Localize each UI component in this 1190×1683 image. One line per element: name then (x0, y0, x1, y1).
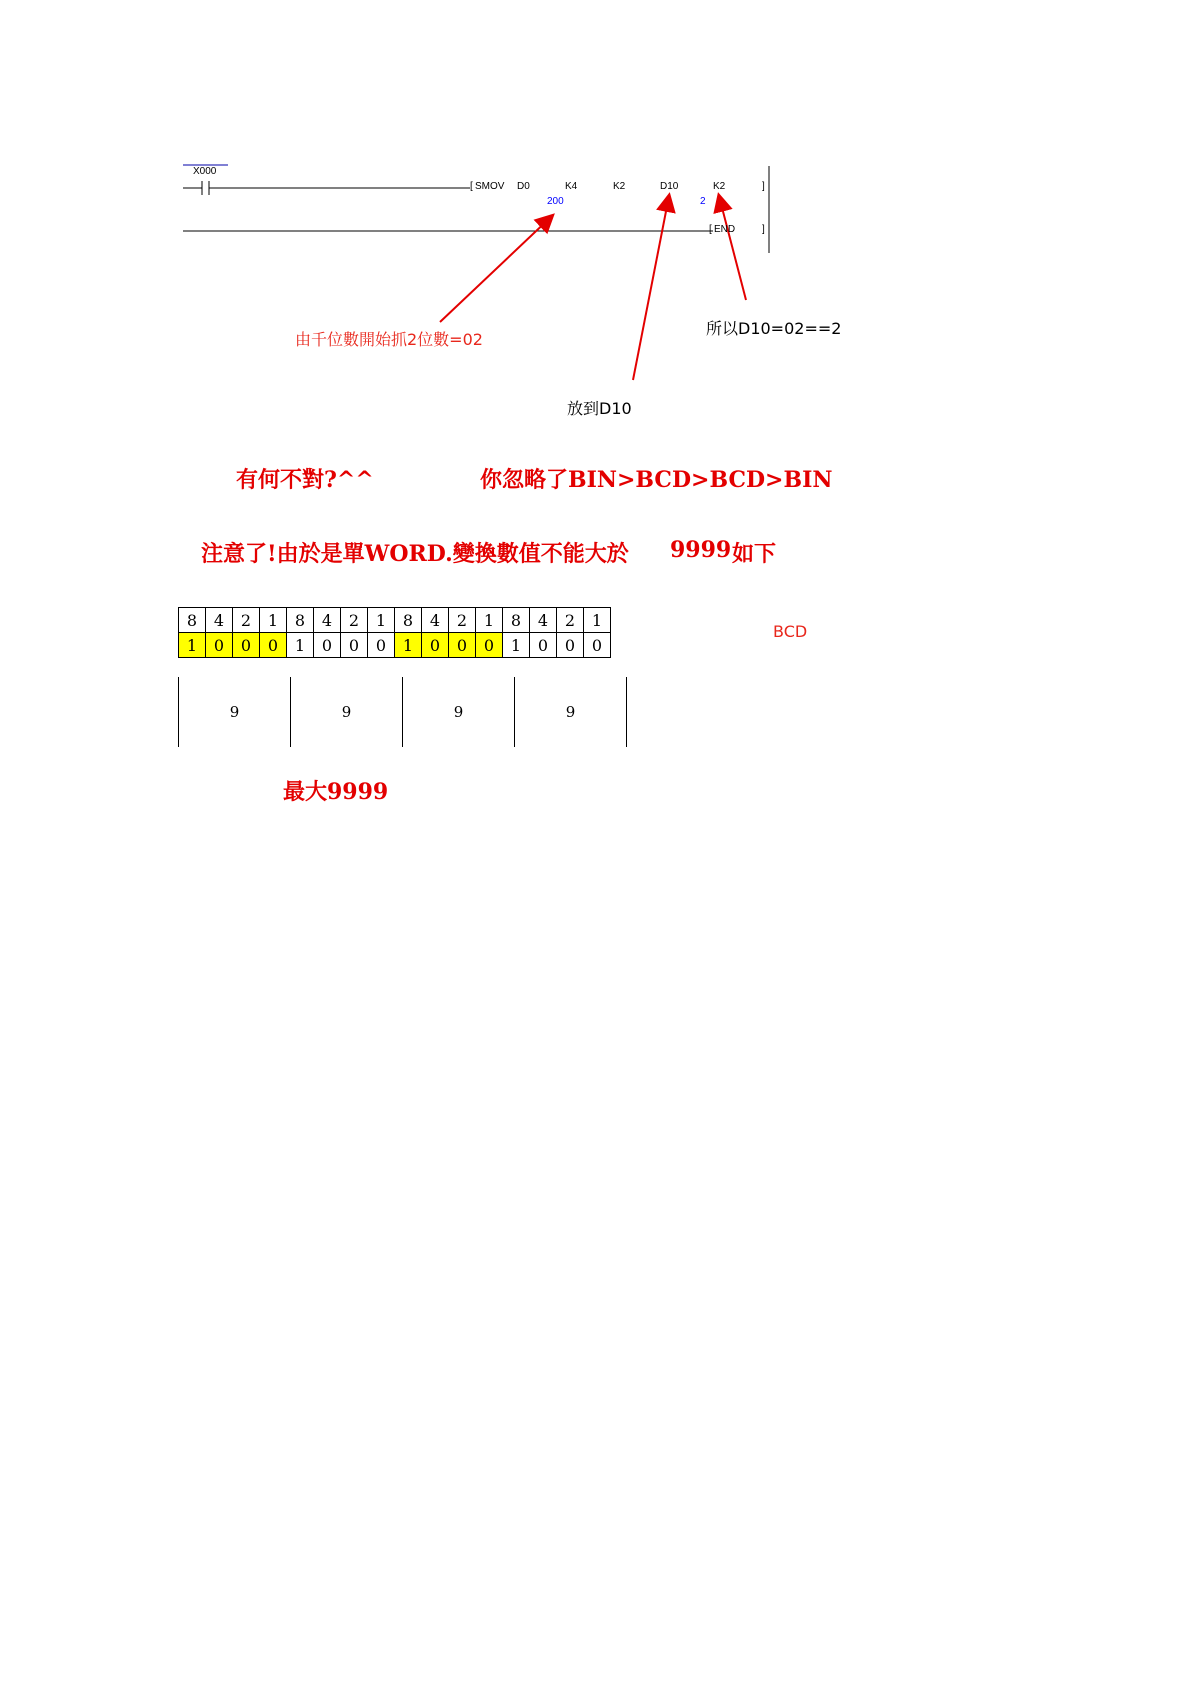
operand-k4: K4 (565, 181, 578, 192)
bcd-label: BCD (773, 622, 808, 641)
operand-d0: D0 (517, 181, 530, 192)
weight-cell: 1 (260, 608, 287, 633)
note-so-d10: 所以D10=02==2 (706, 319, 842, 338)
bit-cell: 0 (341, 633, 368, 658)
bit-cell: 0 (233, 633, 260, 658)
monitor-value-d0: 200 (547, 196, 564, 207)
weight-cell: 2 (341, 608, 368, 633)
weights-row (179, 608, 611, 633)
operand-k2-count: K2 (713, 181, 726, 192)
bit-cell: 0 (368, 633, 395, 658)
weight-cell: 4 (530, 608, 557, 633)
headline-as-follows: 如下 (732, 541, 777, 567)
weight-cell: 4 (206, 608, 233, 633)
digit-cell: 9 (402, 677, 514, 747)
bit-cell: 1 (179, 633, 206, 658)
bit-cell: 1 (503, 633, 530, 658)
footer-max-label: 最大9999 (283, 779, 389, 805)
headline-you-ignored: 你忽略了BIN>BCD>BCD>BIN (480, 467, 833, 493)
bit-cell: 0 (449, 633, 476, 658)
digit-cell: 9 (178, 677, 290, 747)
weight-cell: 1 (476, 608, 503, 633)
note-put-to-d10: 放到D10 (567, 399, 632, 418)
instruction-open-bracket: [ (470, 181, 473, 192)
operand-k2: K2 (613, 181, 626, 192)
weight-cell: 2 (449, 608, 476, 633)
bit-cell: 0 (584, 633, 611, 658)
bcd-table (178, 607, 611, 658)
weight-cell: 8 (503, 608, 530, 633)
weight-cell: 4 (314, 608, 341, 633)
digit-cell: 9 (290, 677, 402, 747)
weight-cell: 8 (395, 608, 422, 633)
bit-cell: 0 (206, 633, 233, 658)
bit-cell: 0 (422, 633, 449, 658)
weight-cell: 4 (422, 608, 449, 633)
digit-cell: 9 (514, 677, 627, 747)
bit-cell: 0 (530, 633, 557, 658)
end-open-bracket: [ (709, 224, 712, 235)
bit-cell: 0 (476, 633, 503, 658)
arrow-to-d10 (633, 196, 669, 380)
bit-cell: 1 (395, 633, 422, 658)
note-start-thousands: 由千位數開始抓2位數=02 (295, 330, 483, 349)
arrow-to-200 (440, 216, 552, 322)
weight-cell: 2 (557, 608, 584, 633)
contact-label: X000 (193, 166, 217, 177)
instruction-smov: SMOV (475, 181, 505, 192)
weight-cell: 8 (287, 608, 314, 633)
bit-cell: 0 (314, 633, 341, 658)
digits-row (178, 677, 627, 747)
instruction-end: END (714, 224, 736, 235)
instruction-close-bracket: ] (762, 181, 765, 192)
headline-whats-wrong: 有何不對?^^ (236, 467, 374, 493)
ladder-lines (0, 0, 1190, 420)
weight-cell: 1 (584, 608, 611, 633)
operand-d10: D10 (660, 181, 679, 192)
bit-cell: 0 (260, 633, 287, 658)
bit-cell: 0 (557, 633, 584, 658)
headline-attention: 注意了!由於是單WORD.變換數值不能大於 (201, 541, 629, 567)
monitor-value-d10: 2 (700, 196, 706, 207)
bit-cell: 1 (287, 633, 314, 658)
arrow-to-k2 (719, 196, 746, 300)
weight-cell: 8 (179, 608, 206, 633)
weight-cell: 2 (233, 608, 260, 633)
headline-limit: 9999 (670, 537, 732, 563)
bits-row (179, 633, 611, 658)
end-close-bracket: ] (762, 224, 765, 235)
weight-cell: 1 (368, 608, 395, 633)
